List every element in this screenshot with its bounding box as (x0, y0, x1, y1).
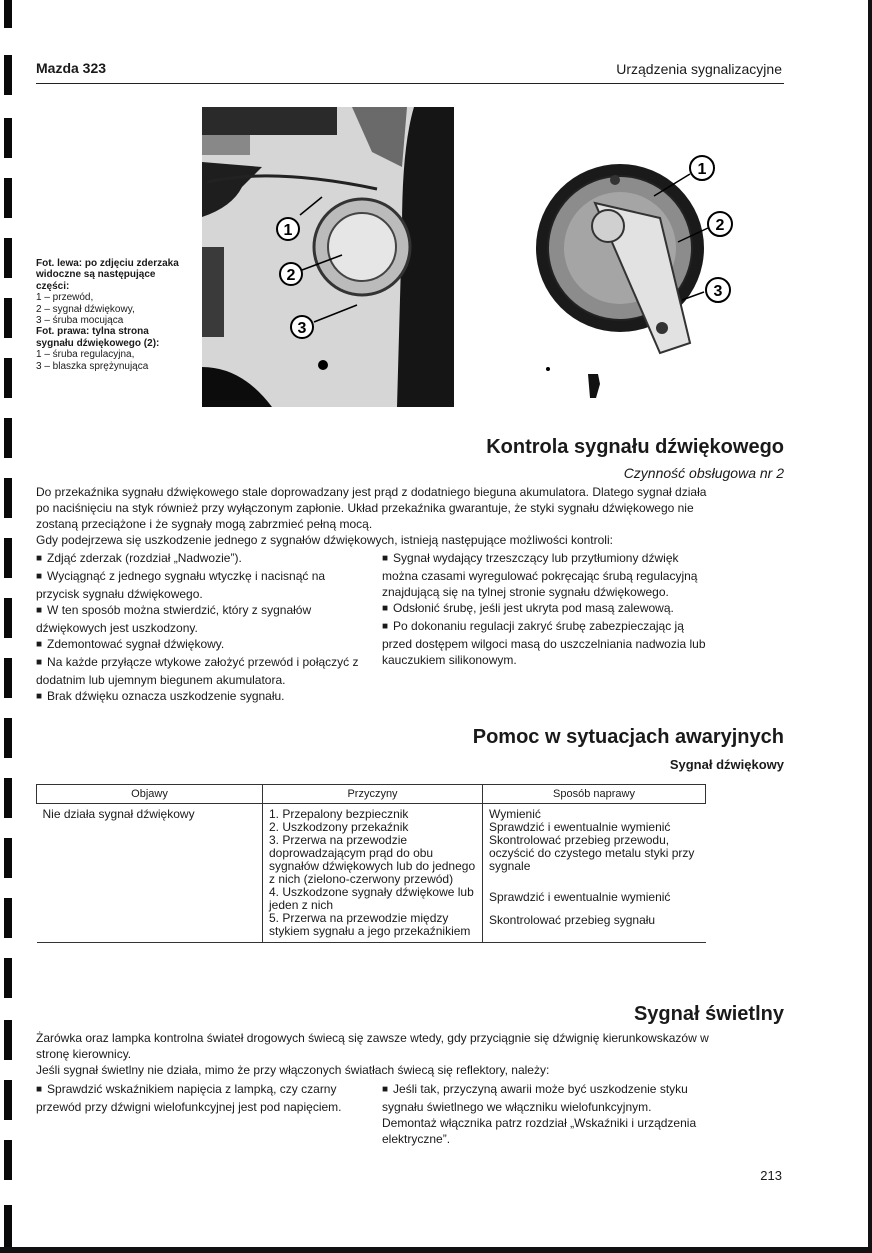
caption-left-item: 2 – sygnał dźwiękowy, (36, 303, 135, 315)
scan-mark (4, 178, 12, 218)
caption-right-item: 3 – blaszka sprężynująca (36, 360, 149, 372)
callout-1-label: 1 (283, 222, 293, 239)
cause-item: 3. Przerwa na przewodzie doprowadzającym prąd do obu sygnałów dźwiękowych lub do jednego z nich (zielono-czerwony przewód) (269, 833, 476, 886)
page-number: 213 (760, 1168, 782, 1183)
scan-border-right (868, 0, 872, 1253)
callout-3 (706, 278, 730, 302)
table-header-remedies: Sposób naprawy (483, 785, 706, 804)
section-title-horn-check: Kontrola sygnału dźwiękowego (486, 436, 784, 458)
remedy-item: Skontrolować przebieg sygnału (489, 913, 656, 927)
caption-right-item: 1 – śruba regulacyjna, (36, 349, 135, 361)
caption-right-title: Fot. prawa: tylna strona sygnału dźwiękowego (2): (36, 326, 160, 349)
scan-mark (4, 1205, 12, 1247)
bullet-list-left (36, 550, 360, 706)
callout-2 (280, 263, 302, 285)
section-title-emergency: Pomoc w sytuacjach awaryjnych (472, 726, 784, 748)
list-item: ■ Brak dźwięku oznacza uszkodzenie sygnału. (36, 688, 360, 706)
header-rule (36, 83, 784, 84)
section-subtitle-horn: Sygnał dźwiękowy (669, 757, 784, 772)
callout-2-label: 2 (286, 267, 296, 284)
list-item: ■ Jeśli tak, przyczyną awarii może być uszkodzenie styku sygnału świetlnego we włączniku wielofunkcyjnym. Demontaż włącznika patrz rozdział „Wskaźniki i urządzenia elektryczne”. (382, 1081, 708, 1147)
caption-left-item: 1 – przewód, (36, 292, 94, 304)
callout-3-label: 3 (713, 283, 723, 300)
light-bullet-right (382, 1081, 708, 1147)
table-cell-remedies (483, 804, 706, 943)
scan-mark (4, 478, 12, 518)
scan-mark (4, 118, 12, 158)
photo-caption (36, 258, 186, 372)
table-row (37, 804, 706, 943)
remedy-item: Sprawdzić i ewentualnie wymienić (489, 890, 671, 904)
scan-mark (4, 538, 12, 578)
table-cell-symptom: Nie działa sygnał dźwiękowy (42, 807, 195, 821)
paragraph-intro-2: Gdy podejrzewa się uszkodzenie jednego z sygnałów dźwiękowych, istnieją następujące możliwości kontroli: (36, 533, 613, 547)
photo-horn-back-side (520, 148, 736, 400)
scan-mark (4, 298, 12, 338)
scan-mark (4, 598, 12, 638)
scan-mark (4, 0, 12, 28)
header-chapter-title: Urządzenia sygnalizacyjne (616, 61, 782, 77)
scan-mark (4, 778, 12, 818)
paragraph-intro: Do przekaźnika sygnału dźwiękowego stale doprowadzany jest prąd z dodatniego bieguna akumulatora. Dlatego sygnał działa po naciśnięciu na styk również przy wyłączonym zapłonie. Układ przekaźnika gwarantuje, że styki sygnału dźwiękowego nie zostaną przeciążone i że sygnały mogą zabrzmieć pełną mocą. (36, 485, 707, 531)
scan-mark (4, 658, 12, 698)
scan-mark (4, 1020, 12, 1060)
remedy-item: Skontrolować przebieg przewodu, oczyścić do czystego metalu styki przy sygnale (489, 833, 695, 873)
table-header-causes: Przyczyny (263, 785, 483, 804)
scan-mark (4, 718, 12, 758)
list-item: ■ Sygnał wydający trzeszczący lub przytłumiony dźwięk można czasami wyregulować pokręcając śrubą regulacyjną znajdującą się na tylnej stronie sygnału dźwiękowego. (382, 550, 708, 600)
callout-2-label: 2 (715, 217, 725, 234)
cause-item: 5. Przerwa na przewodzie między stykiem sygnału a jego przekaźnikiem (269, 911, 471, 938)
callout-3-label: 3 (297, 320, 307, 337)
list-item: ■ Wyciągnąć z jednego sygnału wtyczkę i nacisnąć na przycisk sygnału dźwiękowego. (36, 568, 360, 602)
light-bullet-left (36, 1081, 362, 1115)
cause-item: 2. Uszkodzony przekaźnik (269, 820, 409, 834)
remedy-item: Wymienić (489, 807, 541, 821)
callout-3 (291, 316, 313, 338)
table-cell-causes (263, 804, 483, 943)
scan-mark (4, 898, 12, 938)
scan-mark (4, 238, 12, 278)
callout-1-label: 1 (697, 161, 707, 178)
table-header-symptoms: Objawy (37, 785, 263, 804)
troubleshooting-table (36, 784, 706, 943)
scan-mark (4, 1140, 12, 1180)
scan-mark (4, 1080, 12, 1120)
header-book-title: Mazda 323 (36, 60, 107, 76)
remedy-item: Sprawdzić i ewentualnie wymienić (489, 820, 671, 834)
caption-left-item: 3 – śruba mocująca (36, 315, 124, 327)
caption-left-title: Fot. lewa: po zdjęciu zderzaka widoczne są następujące części: (36, 258, 179, 292)
list-item: ■ W ten sposób można stwierdzić, który z sygnałów dźwiękowych jest uszkodzony. (36, 602, 360, 636)
callout-1 (277, 218, 299, 240)
list-item: ■ Na każde przyłącze wtykowe założyć przewód i połączyć z dodatnim lub ujemnym biegunem akumulatora. (36, 654, 360, 688)
list-item: ■ Sprawdzić wskaźnikiem napięcia z lampką, czy czarny przewód przy dźwigni wielofunkcyjnej jest pod napięciem. (36, 1081, 362, 1115)
scan-mark (4, 958, 12, 998)
scan-mark (4, 838, 12, 878)
list-item: ■ Zdemontować sygnał dźwiękowy. (36, 636, 360, 654)
scan-border-bottom (0, 1247, 872, 1253)
list-item: ■ Zdjąć zderzak (rozdział „Nadwozie”). (36, 550, 360, 568)
scan-mark (4, 418, 12, 458)
cause-item: 1. Przepalony bezpiecznik (269, 807, 409, 821)
section-subtitle-service: Czynność obsługowa nr 2 (623, 465, 784, 481)
paragraph-light-intro-2: Jeśli sygnał świetlny nie działa, mimo że przy włączonych światłach świecą się reflektory, należy: (36, 1063, 550, 1077)
paragraph-light-intro: Żarówka oraz lampka kontrolna świateł drogowych świecą się zawsze wtedy, gdy przyciągnie się dźwignię kierunkowskazów w stronę kierownicy. (36, 1031, 709, 1061)
scan-mark (4, 358, 12, 398)
bullet-list-right (382, 550, 708, 668)
list-item: ■ Odsłonić śrubę, jeśli jest ukryta pod masą zalewową. (382, 600, 708, 618)
callout-1 (690, 156, 714, 180)
cause-item: 4. Uszkodzone sygnały dźwiękowe lub jeden z nich (269, 885, 474, 912)
callout-2 (708, 212, 732, 236)
photo-horn-installed (202, 107, 454, 407)
list-item: ■ Po dokonaniu regulacji zakryć śrubę zabezpieczając ją przed dostępem wilgoci masą do uszczelniania nadwozia lub kauczukiem silikonowym. (382, 618, 708, 668)
scan-mark (4, 55, 12, 95)
section-title-light-signal: Sygnał świetlny (633, 1003, 784, 1025)
